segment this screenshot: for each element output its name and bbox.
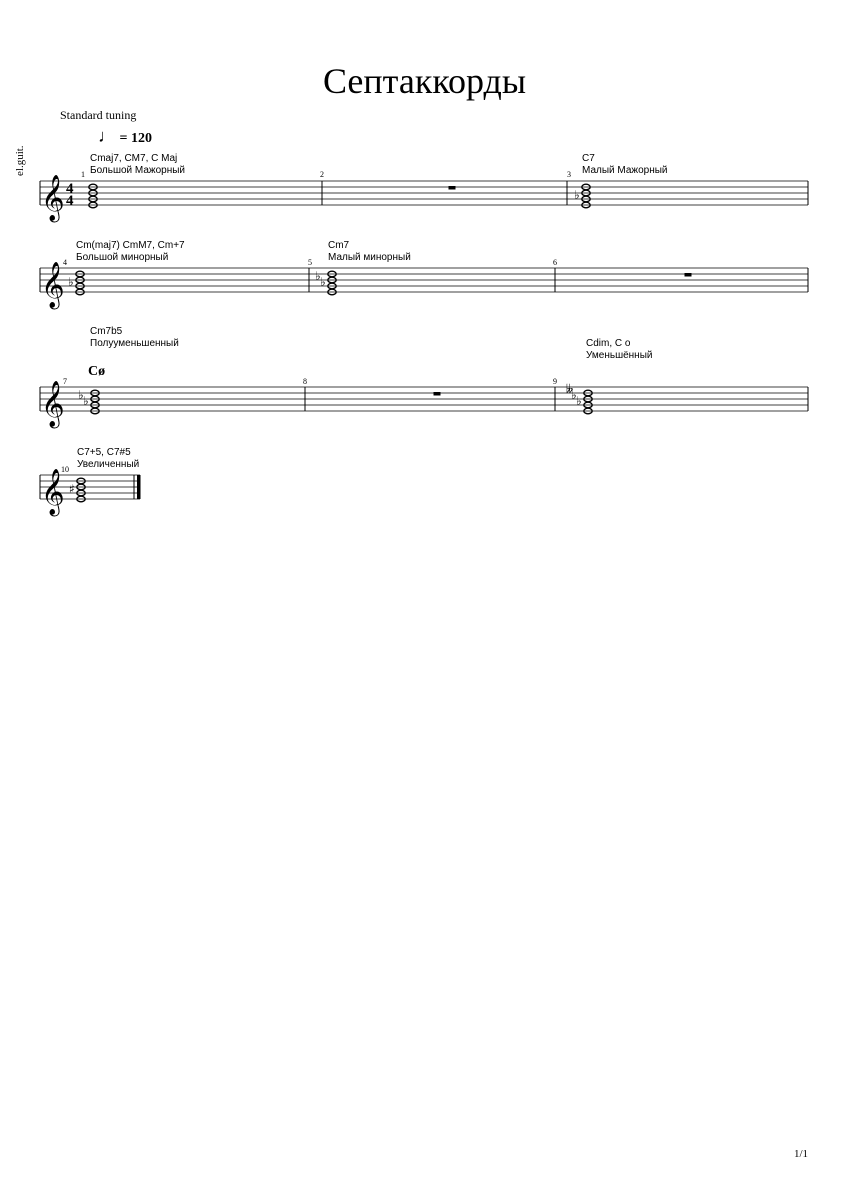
chord-desc: Увеличенный	[77, 459, 140, 470]
treble-clef-icon: 𝄞	[41, 381, 65, 427]
measure-number: 8	[303, 377, 307, 386]
accidental-icon: ♭	[571, 388, 577, 402]
measure-number: 10	[61, 465, 69, 474]
time-signature-top: 4	[66, 181, 74, 197]
accidental-icon: ♭	[78, 388, 84, 402]
chord-desc: Большой Мажорный	[90, 165, 186, 176]
half-diminished-symbol: Cø	[88, 364, 106, 379]
instrument-label: el.guit.	[14, 145, 26, 176]
treble-clef-icon: 𝄞	[41, 469, 65, 515]
chord-name: C7	[582, 153, 595, 164]
whole-rest-icon	[434, 392, 441, 396]
measure-number: 5	[308, 258, 312, 267]
chord-name: C7+5, C7#5	[77, 447, 131, 458]
accidental-icon: ♭	[576, 394, 582, 408]
chord-name: Cm(maj7) CmM7, Cm+7	[76, 240, 185, 251]
chord-desc: Большой минорный	[76, 252, 169, 263]
chord-desc: Малый минорный	[328, 252, 411, 263]
measure-number: 2	[320, 170, 324, 179]
measure-number: 3	[567, 170, 571, 179]
chord-desc: Полууменьшенный	[90, 338, 179, 349]
chord-name: Cm7b5	[90, 326, 123, 337]
accidental-icon: ♯	[69, 482, 75, 496]
accidental-icon: ♭	[68, 275, 74, 289]
page-title: Септаккорды	[322, 61, 527, 101]
treble-clef-icon: 𝄞	[41, 262, 65, 308]
treble-clef-icon: 𝄞	[41, 175, 65, 221]
tempo-value: = 120	[119, 131, 152, 146]
chord-name: Cm7	[328, 240, 350, 251]
chord-name: Cmaj7, CM7, C Maj	[90, 153, 178, 164]
accidental-icon: ♭	[320, 275, 326, 289]
chord-name: Cdim, C o	[586, 338, 631, 349]
accidental-icon: ♭	[83, 394, 89, 408]
measure-number: 9	[553, 377, 557, 386]
chord-desc: Малый Мажорный	[582, 165, 668, 176]
measure-number: 1	[81, 170, 85, 179]
quarter-note-icon: ♩	[98, 126, 116, 146]
measure-number: 4	[63, 258, 67, 267]
chord-desc: Уменьшённый	[586, 350, 653, 361]
whole-rest-icon	[685, 273, 692, 277]
final-barline	[137, 475, 141, 499]
whole-rest-icon	[449, 186, 456, 190]
measure-number: 6	[553, 258, 557, 267]
accidental-icon: ♭	[574, 188, 580, 202]
accidental-icon: 𝄫	[566, 382, 574, 396]
page-number: 1/1	[793, 1148, 808, 1160]
measure-number: 7	[63, 377, 67, 386]
tuning-label: Standard tuning	[60, 108, 137, 122]
time-signature-bottom: 4	[66, 193, 74, 209]
accidental-icon: ♭	[315, 269, 321, 283]
